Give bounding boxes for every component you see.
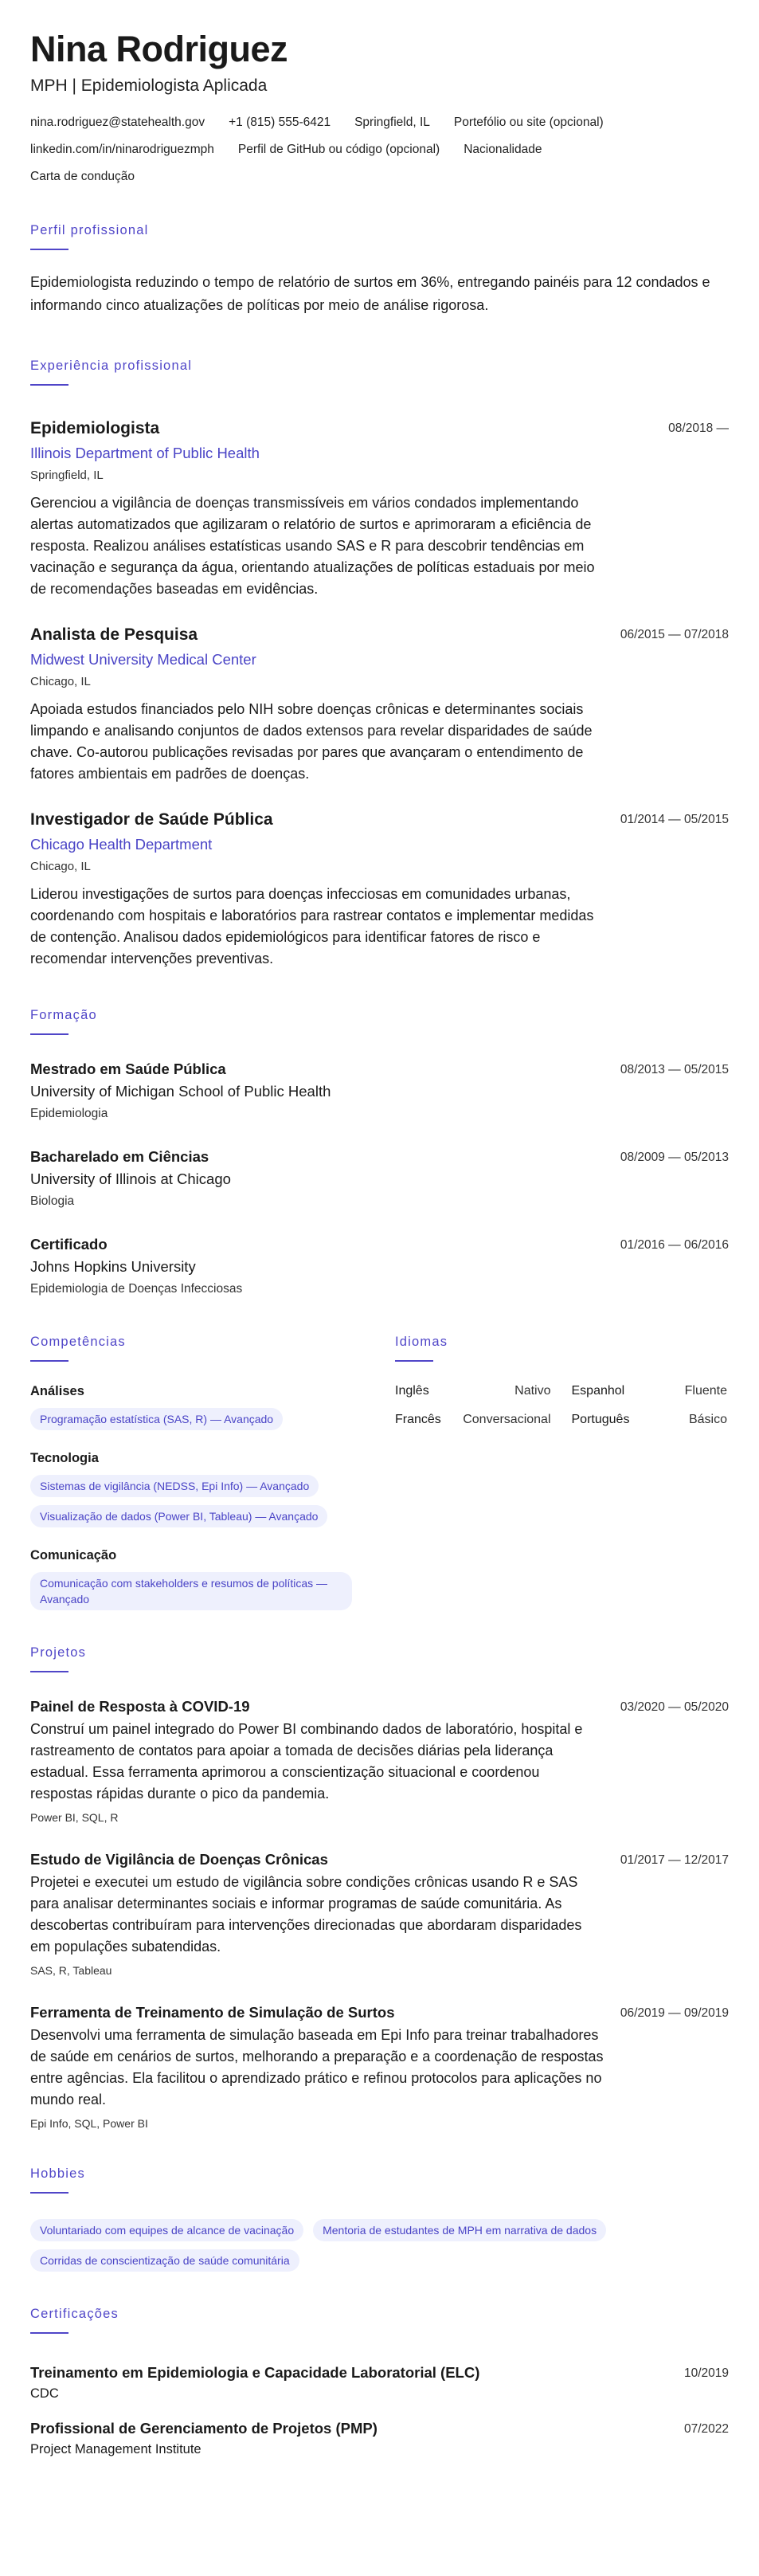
job-title: Investigador de Saúde Pública: [30, 810, 273, 829]
section-title: Projetos: [30, 1645, 87, 1660]
section-divider: [30, 1671, 68, 1672]
section-divider: [30, 2192, 68, 2194]
employer: Midwest University Medical Center: [30, 651, 256, 668]
education-dates: 08/2013 — 05/2015: [620, 1063, 729, 1076]
degree: Bacharelado em Ciências: [30, 1148, 209, 1165]
certification-issuer: CDC: [30, 2386, 59, 2401]
job-description: Gerenciou a vigilância de doenças transmissíveis em vários condados implementando alertas automatizados que agilizaram o relatório de surtos e aprimoraram a eficiência de resposta. Realizou análises estatísticas usando SAS e R para descobrir tendências em vacinação e segurança da água, orientando atualizações de políticas estaduais por meio de recomendações baseadas em evidências.: [30, 495, 595, 597]
contact-drivers-license: Carta de condução: [30, 170, 135, 183]
skills-section: [30, 1333, 387, 1610]
hobby-list: [30, 2211, 731, 2272]
hobby-pill: Corridas de conscientização de saúde comunitária: [30, 2249, 299, 2272]
school: University of Michigan School of Public Health: [30, 1083, 331, 1100]
education-dates: 01/2016 — 06/2016: [620, 1238, 729, 1252]
project-tech: SAS, R, Tableau: [30, 1964, 112, 1977]
project-entry: [30, 1696, 729, 1825]
field-of-study: Epidemiologia de Doenças Infecciosas: [30, 1282, 243, 1296]
language-item: [572, 1411, 728, 1429]
job-title: Epidemiologista: [30, 419, 160, 437]
projects-section: [30, 1644, 729, 2131]
field-of-study: Biologia: [30, 1194, 75, 1208]
skill-category: Comunicação: [30, 1548, 117, 1562]
section-title: Experiência profissional: [30, 359, 193, 373]
project-name: Estudo de Vigilância de Doenças Crônicas: [30, 1851, 328, 1868]
language-level: Nativo: [514, 1384, 551, 1398]
project-description: Construí um painel integrado do Power BI combinando dados de laboratório, hospital e rastreamento de contatos para apoiar a tomada de decisões diárias pela liderança estadual. Essa ferramenta aprimorou a conscientização situacional e coordenou respostas rápidas durante o pico da pandemia.: [30, 1721, 583, 1802]
skill-pill: Sistemas de vigilância (NEDSS, Epi Info) — Avançado: [30, 1475, 319, 1497]
skills-languages-row: [30, 1333, 729, 1610]
contact-portfolio[interactable]: Portefólio ou site (opcional): [453, 116, 604, 129]
section-title: Perfil profissional: [30, 223, 149, 237]
certifications-section: [30, 2305, 729, 2458]
languages-section: [395, 1333, 727, 1610]
candidate-name: Nina Rodriguez: [30, 29, 288, 69]
section-divider: [30, 384, 68, 386]
job-dates: 08/2018 —: [668, 421, 729, 435]
skill-pill: Visualização de dados (Power BI, Tableau) — Avançado: [30, 1505, 327, 1527]
project-name: Ferramenta de Treinamento de Simulação de Surtos: [30, 2004, 395, 2021]
school: Johns Hopkins University: [30, 1258, 196, 1275]
education-section: [30, 1006, 729, 1298]
skill-category: Análises: [30, 1384, 84, 1398]
section-divider: [30, 249, 68, 250]
section-title: Certificações: [30, 2307, 119, 2321]
project-entry: [30, 2002, 729, 2131]
profile-section: [30, 222, 729, 317]
certification-entry: [30, 2362, 729, 2402]
hobby-pill: Mentoria de estudantes de MPH em narrativa de dados: [313, 2219, 606, 2241]
employer: Illinois Department of Public Health: [30, 445, 260, 461]
language-level: Conversacional: [463, 1413, 551, 1426]
contact-linkedin[interactable]: linkedin.com/in/ninarodriguezmph: [30, 143, 214, 156]
language-name: Português: [571, 1413, 630, 1426]
hobby-pill: Voluntariado com equipes de alcance de vacinação: [30, 2219, 303, 2241]
project-dates: 03/2020 — 05/2020: [620, 1700, 729, 1714]
contact-nationality: Nacionalidade: [464, 143, 542, 156]
section-title: Competências: [30, 1335, 126, 1349]
project-dates: 06/2019 — 09/2019: [620, 2006, 729, 2020]
school: University of Illinois at Chicago: [30, 1170, 231, 1187]
language-name: Francês: [395, 1413, 441, 1426]
certification-entry: [30, 2418, 729, 2458]
language-item: [395, 1382, 551, 1400]
project-description: Desenvolvi uma ferramenta de simulação baseada em Epi Info para treinar trabalhadores de saúde em cenários de surtos, melhorando a preparação e a coordenação de respostas entre agências. Ela facilitou o aprendizado prático e refinou protocolos para aplicações no mundo real.: [30, 2027, 604, 2107]
education-dates: 08/2009 — 05/2013: [620, 1151, 729, 1164]
experience-section: [30, 357, 729, 970]
education-entry: [30, 1059, 729, 1123]
certification-name: Profissional de Gerenciamento de Projetos (PMP): [30, 2420, 378, 2437]
job-description: Apoiada estudos financiados pelo NIH sobre doenças crônicas e determinantes sociais limpando e analisando conjuntos de dados extensos para revelar disparidades de saúde chave. Co-autorou publicações revisadas por pares que avançaram o entendimento de fatores ambientais em padrões de doenças.: [30, 701, 593, 782]
candidate-headline: MPH | Epidemiologista Aplicada: [30, 76, 268, 95]
job-description: Liderou investigações de surtos para doenças infecciosas em comunidades urbanas, coordenando com hospitais e laboratórios para rastrear contatos e implementar medidas de contenção. Analisou dados epidemiológicos para identificar fatores de risco e recomendar intervenções preventivas.: [30, 886, 594, 966]
certification-date: 07/2022: [683, 2422, 729, 2436]
language-name: Espanhol: [571, 1384, 625, 1398]
degree: Mestrado em Saúde Pública: [30, 1061, 226, 1077]
contact-github[interactable]: Perfil de GitHub ou código (opcional): [237, 143, 440, 156]
skill-category: Tecnologia: [30, 1451, 99, 1465]
employer: Chicago Health Department: [30, 836, 213, 853]
project-description: Projetei e executei um estudo de vigilância sobre condições crônicas usando R e SAS para analisar determinantes sociais e informar programas de saúde comunitária. As descobertas contribuíram para intervenções direcionadas que abordaram disparidades em populações subatendidas.: [30, 1874, 582, 1955]
certification-date: 10/2019: [683, 2366, 729, 2380]
section-divider: [30, 1360, 68, 1362]
job-location: Springfield, IL: [30, 469, 104, 482]
profile-summary: Epidemiologista reduzindo o tempo de relatório de surtos em 36%, entregando painéis para 12 condados e informando cinco atualizações de políticas por meio de análise rigorosa.: [30, 274, 710, 313]
experience-entry: [30, 624, 729, 785]
section-divider: [395, 1360, 433, 1362]
job-location: Chicago, IL: [30, 675, 91, 688]
education-entry: [30, 1147, 729, 1210]
hobbies-section: [30, 2165, 729, 2272]
section-title: Hobbies: [30, 2166, 85, 2181]
section-title: Idiomas: [395, 1335, 448, 1349]
certification-name: Treinamento em Epidemiologia e Capacidade Laboratorial (ELC): [30, 2364, 480, 2381]
education-entry: [30, 1234, 729, 1298]
language-level: Básico: [688, 1413, 727, 1426]
language-name: Inglês: [395, 1384, 429, 1398]
section-divider: [30, 2332, 68, 2334]
project-entry: [30, 1849, 729, 1978]
project-dates: 01/2017 — 12/2017: [620, 1853, 729, 1867]
job-dates: 06/2015 — 07/2018: [620, 628, 729, 641]
language-item: [572, 1382, 728, 1400]
experience-entry: [30, 809, 729, 970]
language-grid: [395, 1382, 727, 1429]
job-title: Analista de Pesquisa: [30, 625, 198, 644]
contact-list: [30, 115, 667, 185]
experience-entry: [30, 418, 729, 600]
language-level: Fluente: [684, 1384, 727, 1398]
section-title: Formação: [30, 1008, 97, 1022]
certification-issuer: Project Management Institute: [30, 2442, 201, 2456]
project-tech: Power BI, SQL, R: [30, 1811, 119, 1824]
skill-pill: Programação estatística (SAS, R) — Avançado: [30, 1408, 283, 1430]
skill-pill: Comunicação com stakeholders e resumos de políticas — Avançado: [30, 1572, 352, 1610]
field-of-study: Epidemiologia: [30, 1107, 108, 1120]
project-tech: Epi Info, SQL, Power BI: [30, 2117, 148, 2130]
contact-location: Springfield, IL: [354, 116, 430, 129]
contact-phone[interactable]: +1 (815) 555-6421: [229, 116, 331, 129]
language-item: [395, 1411, 551, 1429]
project-name: Painel de Resposta à COVID-19: [30, 1698, 250, 1715]
contact-email[interactable]: nina.rodriguez@statehealth.gov: [30, 116, 205, 129]
degree: Certificado: [30, 1236, 108, 1253]
section-divider: [30, 1033, 68, 1035]
job-dates: 01/2014 — 05/2015: [620, 813, 729, 826]
job-location: Chicago, IL: [30, 860, 91, 873]
